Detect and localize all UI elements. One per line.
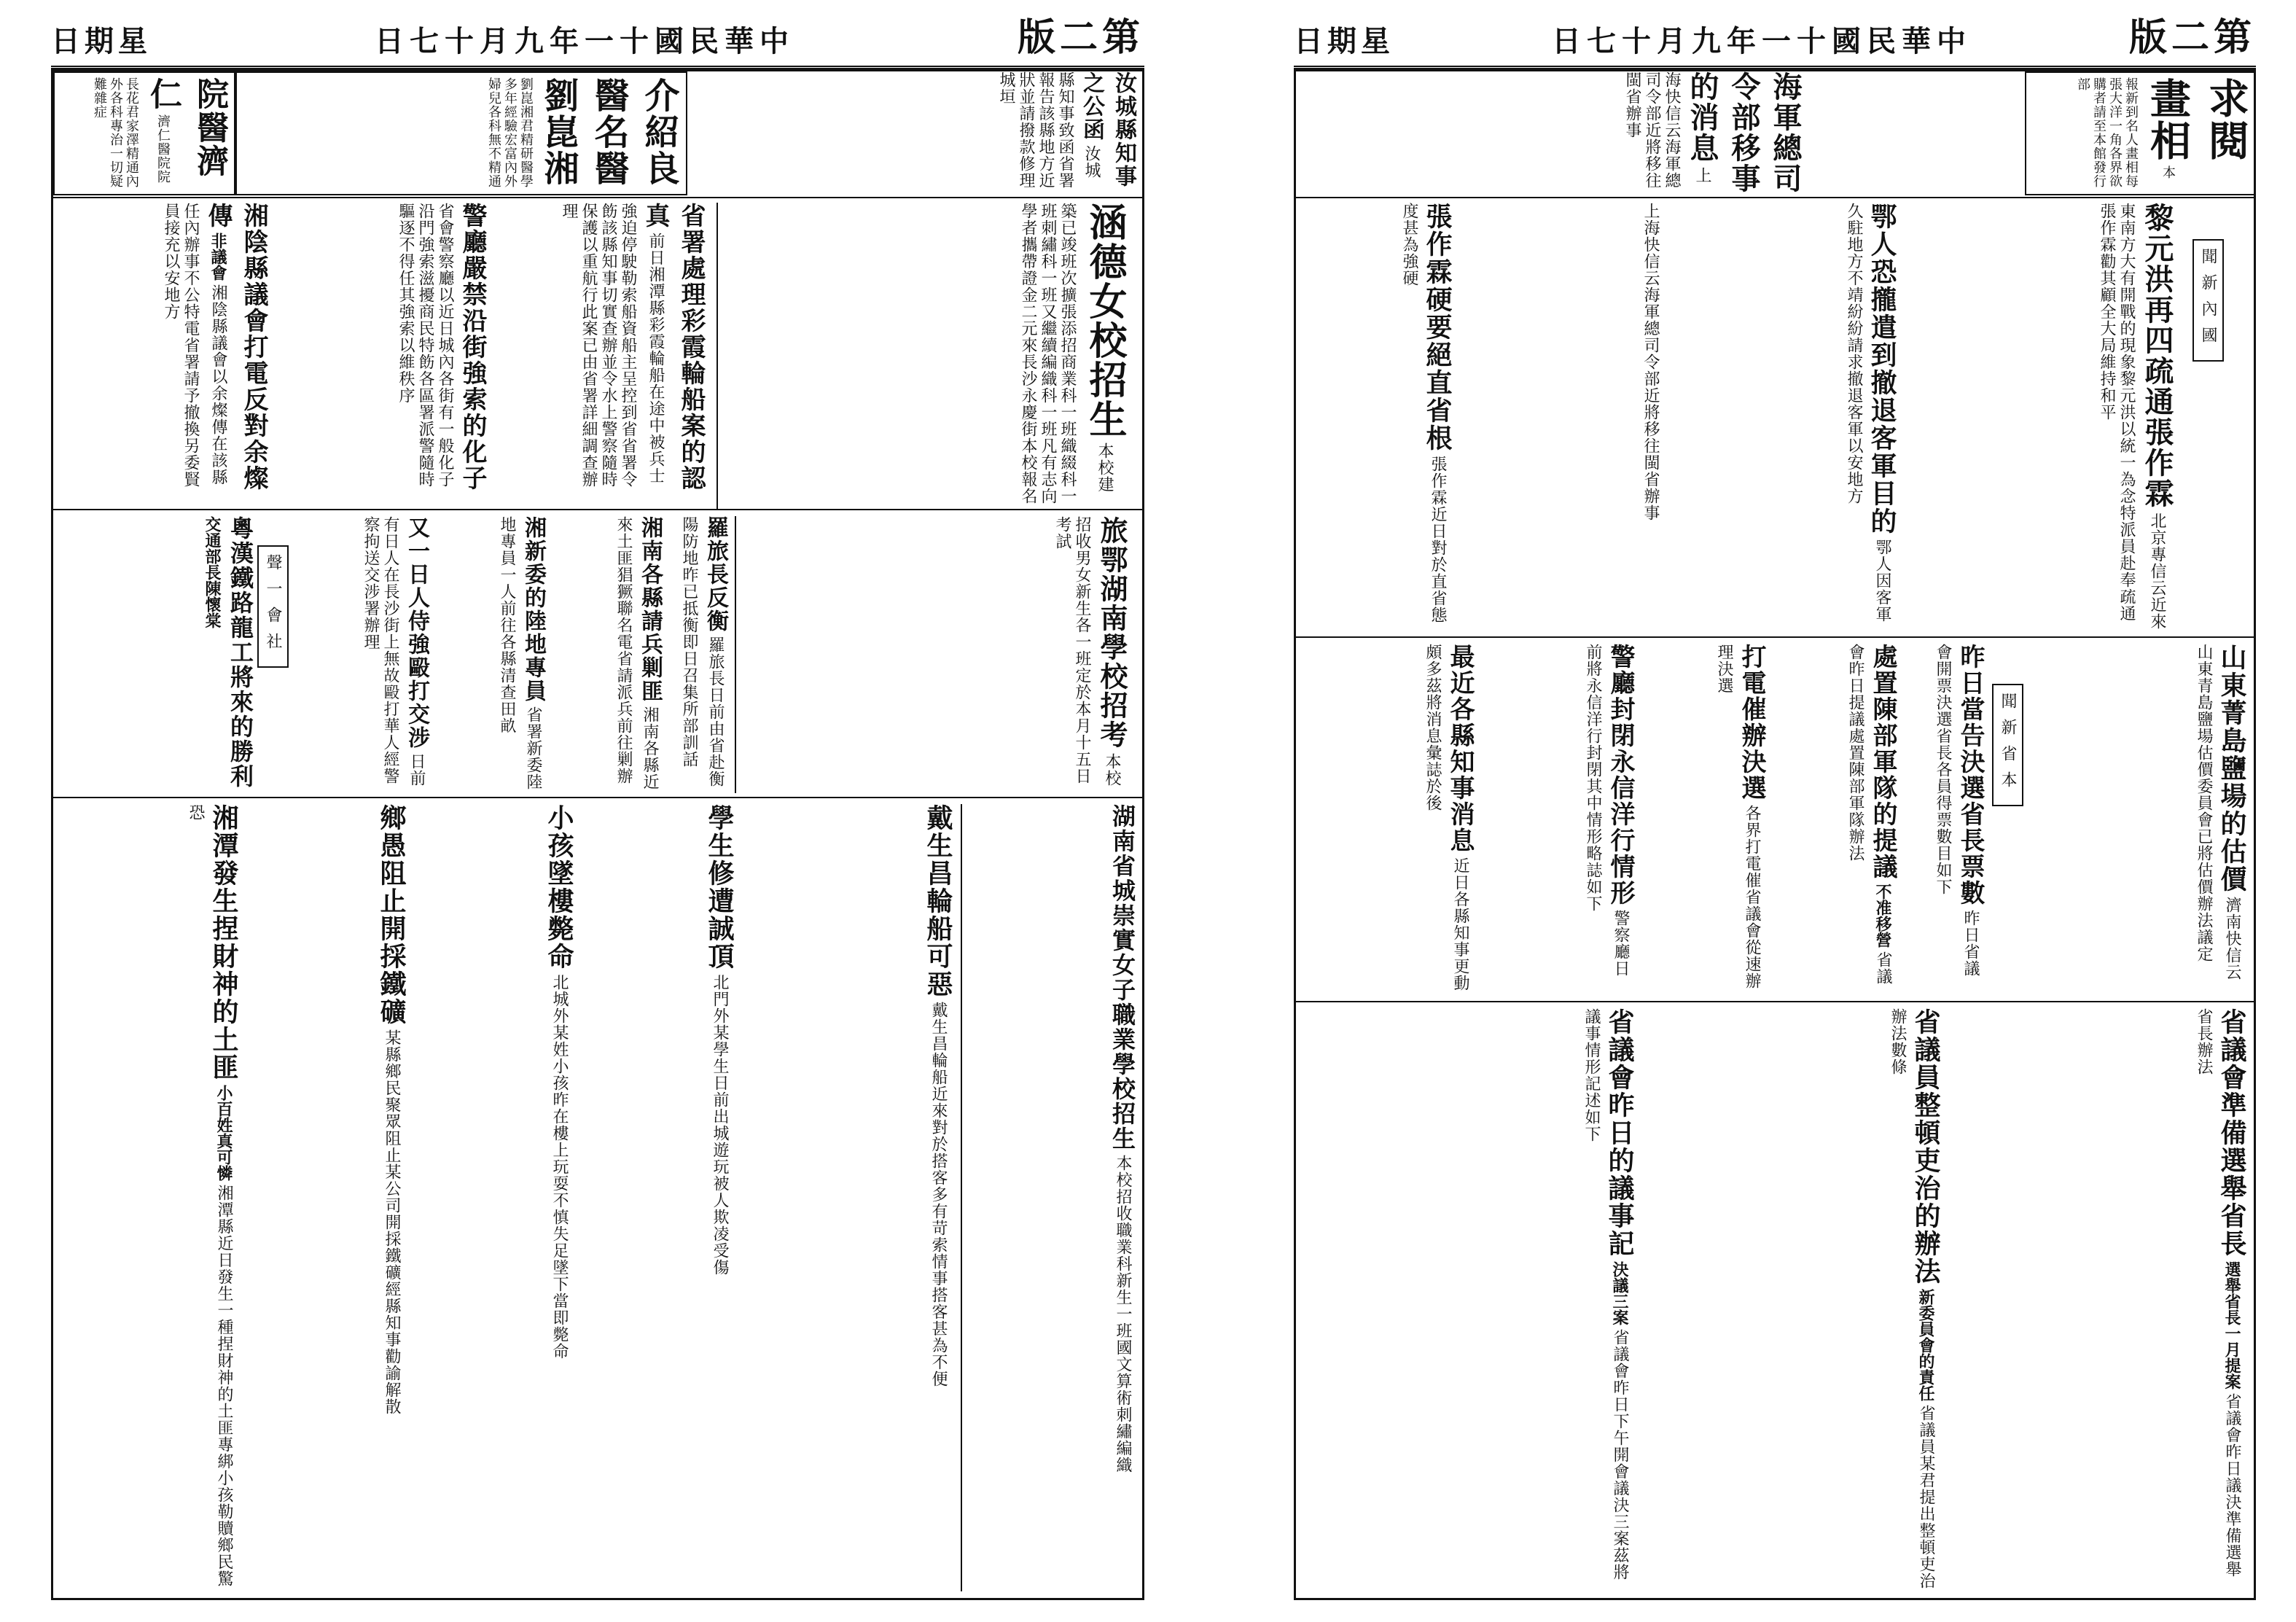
article-body: 省會警察廳以近日城內各街有一般化子沿門強索滋擾商民特飭各區署派警隨時驅逐不得任其強索以維秩序	[397, 203, 454, 488]
ad-title: 介紹良醫名醫劉崑湘	[538, 77, 679, 187]
headline: 學生修遭誠頂	[704, 804, 735, 970]
divider	[735, 516, 736, 793]
ad-body: 本報新到名人畫相每張大洋一角各界欲購者請至本館發行部	[2075, 77, 2176, 188]
article-8	[294, 516, 432, 793]
article-10	[1296, 644, 1478, 994]
left-newspaper-page	[51, 69, 1144, 1600]
divider	[53, 509, 1144, 510]
local-news-label: 聞新省本	[1992, 684, 2023, 806]
divider	[1296, 1001, 2256, 1002]
subheadline: 非議會	[208, 233, 227, 281]
article-1	[1901, 203, 2178, 633]
article-body: 省署新委陸地專員一人前往各縣清查田畝	[498, 516, 542, 791]
page-label: 版二第	[2128, 15, 2256, 60]
article-12	[1639, 1008, 1945, 1591]
headline: 湘陰縣議會打電反對余燦傳	[203, 203, 268, 491]
article-body: 近日各縣知事更動頗多茲將消息彙誌於後	[1424, 644, 1469, 992]
headline: 戴生昌輪船可惡	[923, 804, 953, 998]
article-12	[243, 804, 410, 1591]
article-14	[53, 804, 243, 1591]
article-10	[578, 804, 738, 1591]
divider	[961, 804, 962, 1591]
headline: 湘潭發生捏財神的土匪	[208, 804, 239, 1081]
article-4	[687, 71, 1139, 195]
article-body: 各界打電催省議會從速辦理決選	[1715, 644, 1761, 990]
article-2	[1660, 203, 1901, 633]
article-9	[1478, 644, 1639, 994]
date-line: 日七十月九年一十國民華中	[1551, 24, 1972, 58]
headline: 旅鄂湖南學校招考	[1096, 516, 1128, 749]
article-body: 昨日省議會開票決選省長各員得票數目如下	[1934, 644, 1980, 978]
article-3	[1296, 71, 1806, 195]
article-body: 張作霖近日對於直省態度甚為強硬	[1400, 203, 1447, 624]
school-ad-3	[964, 804, 1139, 1591]
article-body: 湘陰縣議會以余燦傳在該縣任內辦事不公特電省署請予撤換另委賢員接充以安地方	[162, 203, 227, 488]
headline: 黎元洪再四疏通張作霖	[2140, 203, 2174, 509]
headline: 涵德女校招生	[1082, 203, 1127, 439]
school-ad-2	[738, 516, 1132, 793]
headline: 海軍總司令部移事的消息	[1685, 71, 1803, 194]
article-body: 汝城縣知事致函省署報告該縣地方近狀並請撥款修理城垣	[997, 71, 1101, 189]
article-8	[1639, 644, 1770, 994]
headline: 小孩墜樓斃命	[544, 804, 574, 970]
article-body: 戴生昌輪船近來對於搭客多有苛索情事搭客甚為不便	[929, 1002, 948, 1388]
article-body: 北門外某學生日前出城遊玩被人欺凌受傷	[711, 974, 729, 1276]
ad-body: 濟仁醫院院長花君家澤精通內外各科專治一切疑難雜症	[92, 77, 171, 188]
date-line: 日七十月九年一十國民華中	[374, 24, 794, 58]
divider	[53, 197, 1144, 198]
subheadline: 決議三案	[1610, 1261, 1629, 1326]
article-body: 湘潭縣近日發生一種捏財神的土匪專綁小孩勒贖鄉民驚恐	[187, 804, 233, 1588]
weekday-label: 日期星	[51, 24, 152, 58]
subheadline: 交通部長陳懷棠	[203, 516, 222, 628]
hospital-ad	[53, 71, 235, 195]
article-body: 省議會昨日議決準備選舉省長辦法	[2195, 1008, 2241, 1578]
headline: 打電催辦決選	[1737, 644, 1766, 801]
article-body: 鄂人因客軍久駐地方不靖紛紛請求撤退客軍以安地方	[1845, 203, 1891, 623]
divider	[1296, 197, 2256, 198]
headline: 粵漢鐵路龍工將來的勝利	[227, 516, 254, 789]
article-1	[491, 203, 709, 494]
subheadline: 選舉省長一月提案	[2222, 1261, 2241, 1390]
divider	[716, 203, 718, 509]
article-6	[549, 516, 665, 793]
article-body: 上海快信云海軍總司令部近將移往閩省辦事	[1623, 71, 1711, 189]
article-body: 某縣鄉民聚眾阻止某公司開採鐵礦經縣知事勸諭解散	[383, 1029, 401, 1416]
page-label: 版二第	[1017, 15, 1144, 60]
ad-title: 求閱畫相	[2144, 77, 2250, 162]
subheadline: 小百姓真可憐	[214, 1085, 233, 1182]
doctor-ad	[235, 71, 687, 195]
article-2	[272, 203, 491, 494]
headline: 鄉愚阻止開採鐵礦	[376, 804, 407, 1026]
article-body: 上海快信云海軍總司令部近將移往閩省辦事	[1641, 203, 1660, 521]
article-13	[738, 804, 957, 1591]
article-7	[432, 516, 549, 793]
headline: 省署處理彩霞輪船案的認真	[641, 203, 706, 491]
headline: 湘新委的陸地專員	[520, 516, 546, 703]
headline: 張作霖硬要絕直省根	[1422, 203, 1453, 452]
article-3	[53, 203, 272, 494]
article-body: 本校建築已竣班次擴張添招商業科一班織綴科一班刺繡科一班又繼續編織科一班凡有志向學者攜帶證金二元來長沙永慶街本校報名	[1019, 203, 1114, 504]
headline: 羅旅長反衡	[703, 516, 728, 633]
headline: 省議會昨日的議事記	[1604, 1008, 1635, 1258]
headline: 湘南各縣請兵剿匪	[637, 516, 663, 703]
domestic-news-label: 聞新內國	[2192, 239, 2224, 362]
article-body: 前日湘潭縣彩霞輪船在途中被兵士強迫停駛勒索船資船主呈控到省省署令飭該縣知事切實查辦並令水上警察隨時保護以重航行此案已由省署詳細調查辦理	[560, 203, 665, 488]
subheadline: 不准移營	[1873, 884, 1892, 948]
article-11	[410, 804, 578, 1591]
article-9	[53, 516, 257, 793]
headline: 昨日當告決選省長票數	[1956, 644, 1985, 906]
headline: 湖南省城崇實女子職業學校招生	[1109, 804, 1136, 1151]
article-body: 本校招收職業科新生一班國文算術刺繡編織	[1114, 1155, 1132, 1474]
article-body: 北京專信云近來東南方大有開戰的現象黎元洪以統一為念特派員赴奉疏通張作霖勸其顧全大局維持和平	[2098, 203, 2166, 631]
weekday-label: 日期星	[1294, 24, 1394, 58]
article-5	[665, 516, 731, 793]
article-5	[2032, 644, 2251, 994]
headline: 處置陳部軍隊的提議	[1868, 644, 1897, 880]
left-page-header	[51, 15, 1144, 69]
article-7	[1770, 644, 1901, 994]
divider	[1296, 636, 2256, 638]
article-body: 濟南快信云山東青島鹽場估價委員會已將估價辦法議定	[2195, 644, 2241, 981]
headline: 最近各縣知事消息	[1445, 644, 1475, 854]
headline: 警廳封閉永信洋行情形	[1606, 644, 1635, 906]
headline: 省議員整頓吏治的辦法	[1910, 1008, 1941, 1285]
headline: 省議會準備選舉省長	[2217, 1008, 2247, 1258]
ad-body: 劉崑湘君精研醫學多年經驗宏富內外婦兒各科無不精通	[486, 77, 534, 188]
article-13	[1296, 1008, 1639, 1591]
headline: 鄂人恐攏遣到撤退客軍目的	[1867, 203, 1897, 535]
divider	[53, 797, 1144, 798]
article-body: 省議會昨日下午開會議決三案茲將議事情形記述如下	[1582, 1008, 1629, 1581]
right-page-header	[1294, 15, 2256, 69]
headline: 汝城縣知事之公函	[1079, 71, 1136, 188]
article-body: 日前有日人在長沙街上無故毆打華人經警察拘送交涉署辦理	[362, 516, 426, 787]
school-ad-1	[724, 203, 1132, 509]
ad-title: 院醫濟仁	[144, 77, 228, 178]
subheadline: 新委員會的責任	[1916, 1289, 1935, 1402]
article-body: 警察廳日前將永信洋行封閉其中情形略誌如下	[1584, 644, 1630, 978]
article-body: 本校招收男女新生各一班定於本月十五日考試	[1053, 516, 1121, 787]
article-3b	[1456, 203, 1660, 633]
article-body: 湘南各縣近來土匪猖獗聯名電省請派兵前往剿辦	[614, 516, 659, 791]
article-4	[1296, 203, 1456, 633]
article-body: 羅旅長日前由省赴衡陽防地昨已抵衡即日召集所部訓話	[680, 516, 725, 788]
article-body: 省議員某君提出整頓吏治辦法數條	[1889, 1008, 1935, 1590]
society-section-label: 聲一會社	[257, 545, 289, 668]
article-body: 省議會昨日提議處置陳部軍隊辦法	[1846, 644, 1892, 986]
article-6	[1901, 644, 1988, 994]
headline: 又一日人侍強毆打交涉	[404, 516, 429, 749]
headline: 警廳嚴禁沿街強索的化子	[458, 203, 487, 491]
picture-ad	[2025, 71, 2256, 195]
right-newspaper-page	[1294, 69, 2256, 1600]
headline: 山東菁島鹽場的估價	[2217, 644, 2247, 893]
article-11	[1945, 1008, 2251, 1591]
article-body: 北城外某姓小孩昨在樓上玩耍不慎失足墜下當即斃命	[550, 974, 569, 1360]
